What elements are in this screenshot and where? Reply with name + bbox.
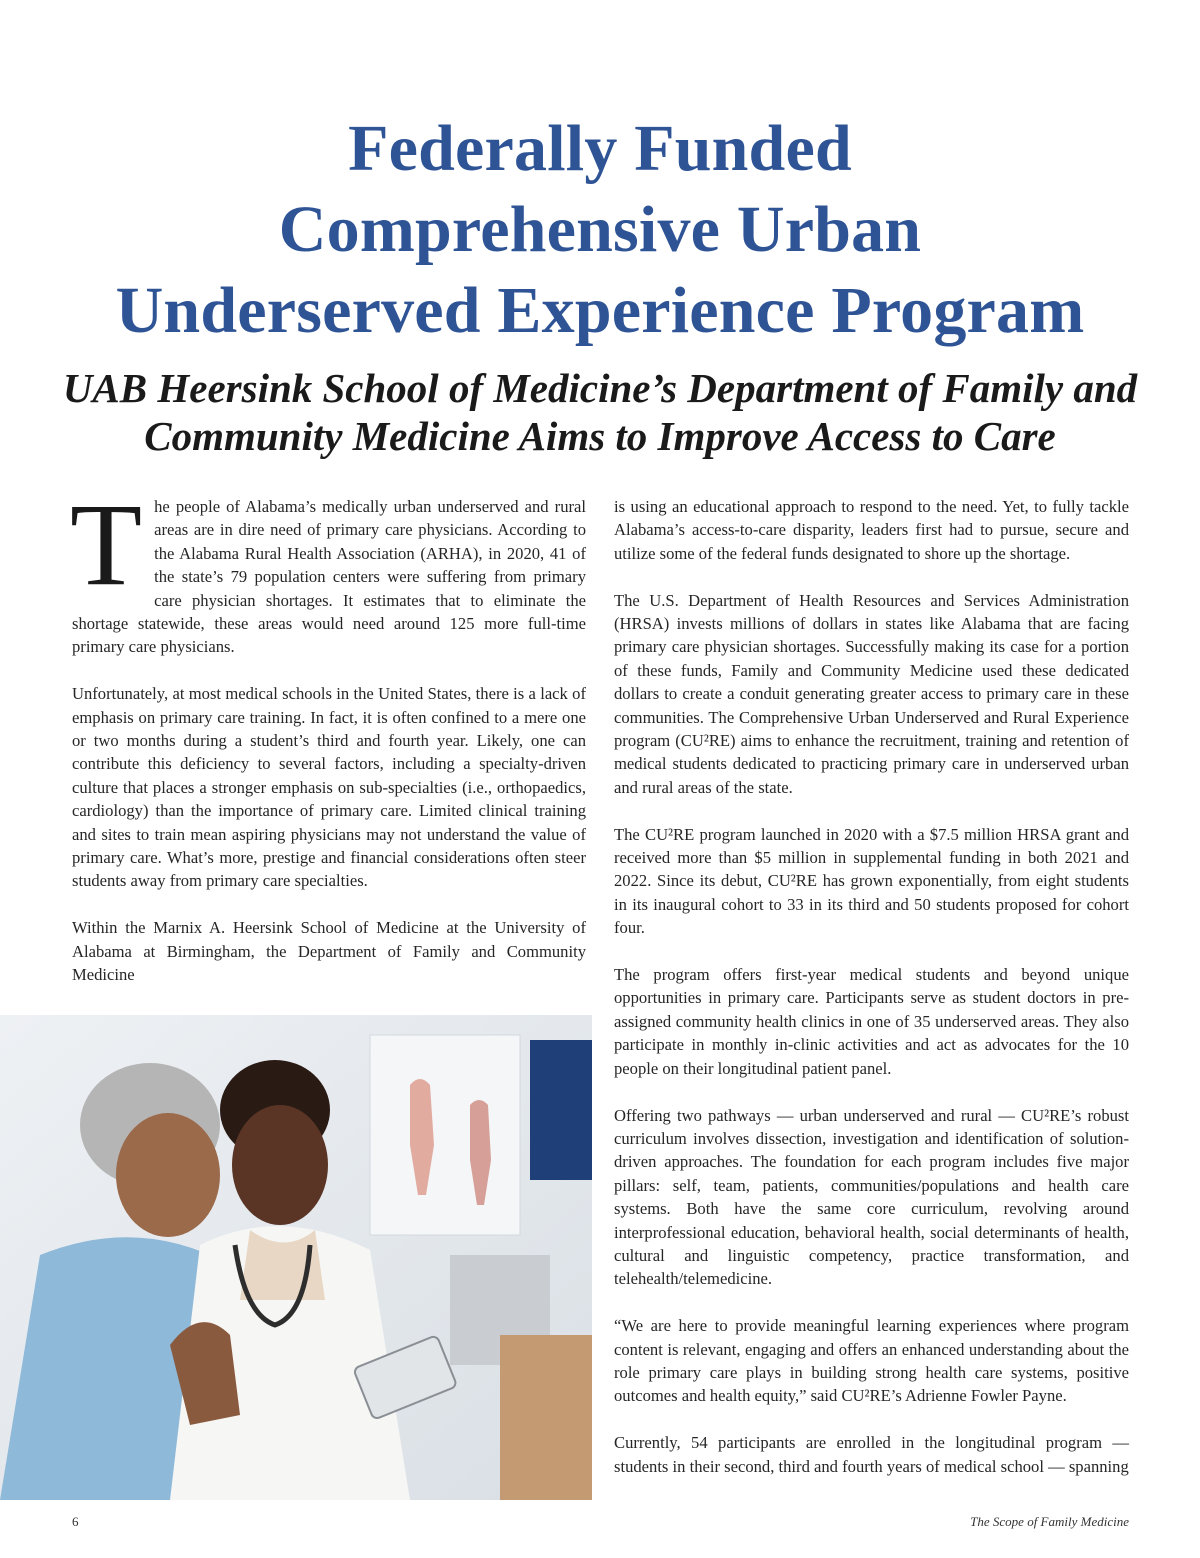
doctor-patient-photo (0, 1015, 592, 1500)
right-paragraph-2: The U.S. Department of Health Resources and Services Administration (HRSA) invests millions of dollars in states like Alabama that are facing primary care physician shortages. Successfully making its case for a portion of these funds, Family and Community Medicine used these dedicated dollars to create a conduit generating greater access to primary care in these communities. The Comprehensive Urban Underserved and Rural Experience program (CU²RE) aims to enhance the recruitment, training and retention of medical students dedicated to practicing primary care in underserved urban and rural areas of the state. (614, 590, 1129, 797)
right-paragraph-5: Offering two pathways — urban underserved and rural — CU²RE’s robust curriculum involves dissection, investigation and identification of solution-driven approaches. The foundation for each program includes five major pillars: self, team, patients, communities/populations and health care systems. Both have the same core curriculum, revolving around interprofessional education, behavioral health, social determinants of health, cultural and linguistic competency, practice transformation, and telehealth/telemedicine. (614, 1105, 1129, 1289)
patient-face (116, 1113, 220, 1237)
right-paragraph-3: The CU²RE program launched in 2020 with a $7.5 million HRSA grant and received more than $5 million in supplemental funding in both 2021 and 2022. Since its debut, CU²RE has grown exponentially, from eight students in its inaugural cohort to 33 in its third and 50 students proposed for cohort four. (614, 824, 1129, 938)
title-line-2: Comprehensive Urban (278, 193, 922, 266)
right-column (614, 495, 1129, 1501)
left-paragraph-1 (70, 479, 586, 659)
left-paragraph-3: Within the Marnix A. Heersink School of Medicine at the University of Alabama at Birmingham, the Department of Family and Community Medicine (72, 918, 586, 985)
page-number: 6 (72, 1514, 79, 1529)
article-subtitle (0, 364, 1200, 460)
publication-name: The Scope of Family Medicine (970, 1514, 1129, 1529)
doctor-face (232, 1105, 328, 1225)
right-paragraph-7: Currently, 54 participants are enrolled in the longitudinal program — students in their second, third and fourth years of medical school — spanning (614, 1433, 1129, 1476)
left-column (70, 479, 586, 1010)
subtitle-line-1: UAB Heersink School of Medicine’s Department of Family and (62, 365, 1138, 411)
right-paragraph-6: “We are here to provide meaningful learning experiences where program content is relevant, engaging and offers an enhanced understanding about the role primary care plays in building strong health care systems, positive outcomes and health equity,” said CU²RE’s Adrienne Fowler Payne. (614, 1316, 1129, 1406)
article-title (0, 108, 1200, 351)
title-line-3: Underserved Experience Program (115, 274, 1085, 347)
title-line-1: Federally Funded (348, 112, 852, 185)
anatomy-poster (370, 1035, 520, 1235)
subtitle-line-2: Community Medicine Aims to Improve Access to Care (144, 413, 1056, 459)
right-paragraph-1: is using an educational approach to respond to the need. Yet, to fully tackle Alabama’s access-to-care disparity, leaders first had to pursue, secure and utilize some of the federal funds designated to shore up the shortage. (614, 497, 1129, 563)
wooden-cabinet (500, 1335, 592, 1500)
left-paragraph-1-text: he people of Alabama’s medically urban underserved and rural areas are in dire need of primary care physicians. According to the Alabama Rural Health Association (ARHA), in 2020, 41 of the state’s 79 population centers were suffering from primary care physician shortages. It estimates that to eliminate the shortage statewide, these areas would need around 125 more full-time primary care physicians. (72, 497, 586, 657)
wall-chart (530, 1040, 592, 1180)
right-paragraph-4: The program offers first-year medical students and beyond unique opportunities in primary care. Participants serve as student doctors in pre-assigned community health clinics in one of 35 underserved areas. They also participate in monthly in-clinic activities and act as advocates for the 10 people on their longitudinal patient panel. (614, 965, 1129, 1078)
photo-illustration (0, 1015, 592, 1500)
left-paragraph-2: Unfortunately, at most medical schools in the United States, there is a lack of emphasis on primary care training. In fact, it is often confined to a mere one or two months during a student’s third and fourth year. Likely, one can contribute this deficiency to several factors, including a specialty-driven culture that places a stronger emphasis on sub-specialties (i.e., orthopaedics, cardiology) than the importance of primary care. Limited clinical training and sites to train mean aspiring physicians may not understand the value of primary care. What’s more, prestige and financial considerations often steer students away from primary care specialties. (72, 684, 586, 891)
drop-cap: T (70, 479, 143, 610)
